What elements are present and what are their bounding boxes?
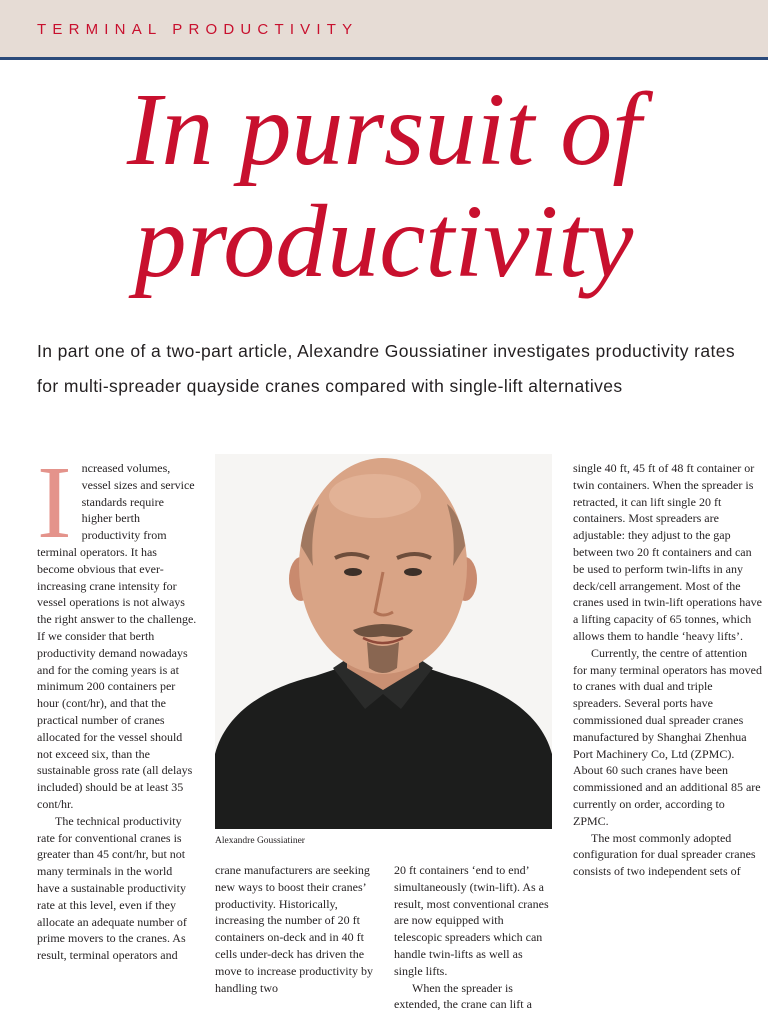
- body-paragraph: When the spreader is extended, the crane can lift a: [394, 980, 532, 1012]
- drop-cap: I: [37, 445, 72, 560]
- headline-line-1: In pursuit of: [126, 72, 642, 187]
- header-rule: [0, 57, 768, 60]
- standfirst: In part one of a two-part article, Alexandre Goussiatiner investigates productivity rates for multi-spreader quayside cranes compared with single-lift alternatives: [37, 341, 736, 396]
- section-label: TERMINAL PRODUCTIVITY: [37, 21, 359, 38]
- body-paragraph: crane manufacturers are seeking new ways to boost their cranes’ productivity. Historically, increasing the number of 20 ft containers on-deck and in 40 ft cells under-deck has driven the move to increase productivity by handling two: [215, 863, 373, 995]
- body-column-3: [394, 862, 554, 1013]
- body-text: ncreased volumes, vessel sizes and service standards require higher berth productivity from terminal operators. It has become obvious that ever-increasing crane intensity for vessel operations is not always the right answer to the challenge. If we consider that berth productivity demand nowadays and for the coming years is at minimum 200 containers per hour (cont/hr), and that the practical number of cranes allocated for the vessel should not exceed six, than the sustainable gross rate (all delays included) should be at least 35 cont/hr.: [37, 461, 197, 811]
- body-paragraph: [37, 445, 197, 813]
- body-paragraph: The technical productivity rate for conventional cranes is greater than 45 cont/hr, but not many terminals in the world have a sustainable productivity rate at this level, even if they allocate an adequate number of prime movers to the cranes. As result, terminal operators and: [37, 813, 187, 963]
- body-paragraph: Currently, the centre of attention for many terminal operators has moved to cranes with dual and triple spreaders. Several ports have commissioned dual spreader cranes manufactured by Shanghai Zhenhua Port Machinery Co, Ltd (ZPMC). About 60 such cranes have been commissioned and an additional 85 are currently on order, according to ZPMC.: [573, 645, 762, 828]
- photo-caption: Alexandre Goussiatiner: [215, 836, 305, 846]
- author-portrait-image: [215, 454, 552, 829]
- body-column-1: [37, 445, 197, 964]
- body-paragraph: The most commonly adopted configuration for dual spreader cranes consists of two independent sets of: [573, 830, 756, 879]
- author-photo: [215, 454, 552, 829]
- body-column-4: [573, 460, 763, 880]
- headline-line-2: productivity: [134, 184, 634, 299]
- body-paragraph: 20 ft containers ‘end to end’ simultaneously (twin-lift). As a result, most conventional cranes are now equipped with telescopic spreaders which can handle twin-lifts as well as single lifts.: [394, 863, 549, 978]
- body-paragraph: single 40 ft, 45 ft of 48 ft container or twin containers. When the spreader is retracted, it can lift single 20 ft containers. Most spreaders are adjustable: they adjust to the gap between two 20 ft containers and can be used to perform twin-lifts in any deck/cell arrangement. Most of the cranes used in twin-lift operations have a lifting capacity of 65 tonnes, which allows them to handle ‘heavy lifts’.: [573, 461, 762, 643]
- body-column-2: [215, 862, 373, 996]
